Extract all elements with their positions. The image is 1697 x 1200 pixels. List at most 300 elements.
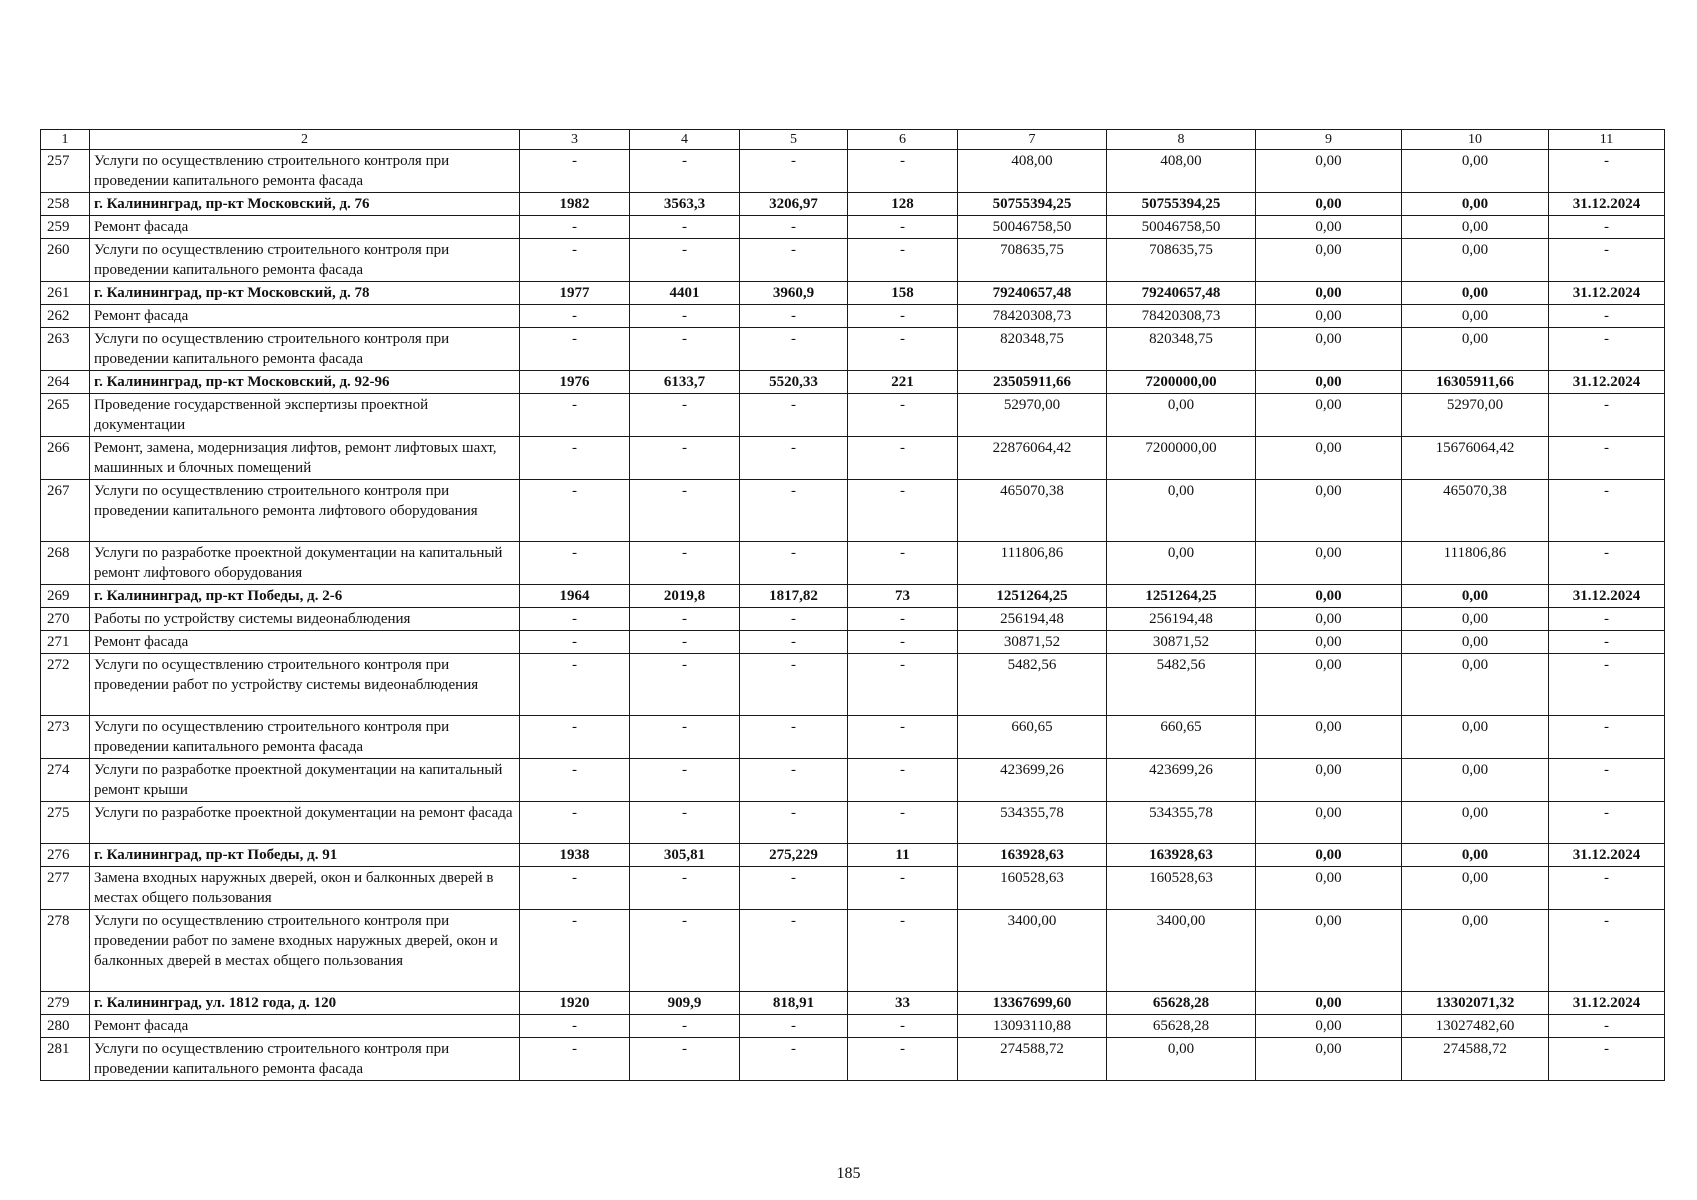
year-cell: - (520, 542, 630, 585)
cost-owners-cell: 0,00 (1402, 282, 1549, 305)
residents-cell: - (848, 328, 958, 371)
area-total-cell: - (630, 759, 740, 802)
header-cell: 5 (740, 130, 848, 150)
cost-total-cell: 22876064,42 (958, 437, 1107, 480)
area-total-cell: 4401 (630, 282, 740, 305)
description-cell: Ремонт фасада (90, 216, 520, 239)
cost-fund-cell: 160528,63 (1107, 867, 1256, 910)
cost-total-cell: 708635,75 (958, 239, 1107, 282)
year-cell: - (520, 1015, 630, 1038)
year-cell: - (520, 759, 630, 802)
year-cell: - (520, 1038, 630, 1081)
row-number-cell: 260 (41, 239, 90, 282)
description-cell: Ремонт, замена, модернизация лифтов, ремонт лифтовых шахт, машинных и блочных помещений (90, 437, 520, 480)
year-cell: - (520, 802, 630, 844)
cost-total-cell: 111806,86 (958, 542, 1107, 585)
cost-budget-cell: 0,00 (1256, 216, 1402, 239)
cost-fund-cell: 423699,26 (1107, 759, 1256, 802)
table-row (41, 1038, 1665, 1081)
row-number-cell: 272 (41, 654, 90, 716)
area-living-cell: - (740, 759, 848, 802)
area-total-cell: - (630, 480, 740, 542)
description-cell: Услуги по разработке проектной документации на капитальный ремонт крыши (90, 759, 520, 802)
description-cell: г. Калининград, пр-кт Московский, д. 92-96 (90, 371, 520, 394)
row-number-cell: 267 (41, 480, 90, 542)
cost-total-cell: 660,65 (958, 716, 1107, 759)
cost-fund-cell: 78420308,73 (1107, 305, 1256, 328)
cost-budget-cell: 0,00 (1256, 193, 1402, 216)
cost-budget-cell: 0,00 (1256, 150, 1402, 193)
cost-fund-cell: 408,00 (1107, 150, 1256, 193)
area-total-cell: 305,81 (630, 844, 740, 867)
cost-total-cell: 50046758,50 (958, 216, 1107, 239)
table-row (41, 239, 1665, 282)
cost-total-cell: 3400,00 (958, 910, 1107, 992)
header-cell: 8 (1107, 130, 1256, 150)
residents-cell: - (848, 910, 958, 992)
description-cell: Услуги по осуществлению строительного контроля при проведении капитального ремонта лифтового оборудования (90, 480, 520, 542)
cost-budget-cell: 0,00 (1256, 282, 1402, 305)
row-number-cell: 277 (41, 867, 90, 910)
description-cell: Услуги по осуществлению строительного контроля при проведении работ по устройству системы видеонаблюдения (90, 654, 520, 716)
cost-owners-cell: 0,00 (1402, 844, 1549, 867)
cost-fund-cell: 534355,78 (1107, 802, 1256, 844)
cost-fund-cell: 820348,75 (1107, 328, 1256, 371)
cost-fund-cell: 0,00 (1107, 394, 1256, 437)
cost-owners-cell: 0,00 (1402, 585, 1549, 608)
deadline-cell: - (1549, 216, 1665, 239)
row-number-cell: 265 (41, 394, 90, 437)
cost-owners-cell: 0,00 (1402, 910, 1549, 992)
area-living-cell: 1817,82 (740, 585, 848, 608)
cost-fund-cell: 163928,63 (1107, 844, 1256, 867)
cost-total-cell: 13367699,60 (958, 992, 1107, 1015)
data-table (40, 129, 1665, 1081)
cost-total-cell: 256194,48 (958, 608, 1107, 631)
area-living-cell: - (740, 608, 848, 631)
description-cell: Услуги по разработке проектной документации на капитальный ремонт лифтового оборудования (90, 542, 520, 585)
row-number-cell: 261 (41, 282, 90, 305)
year-cell: - (520, 216, 630, 239)
cost-fund-cell: 0,00 (1107, 1038, 1256, 1081)
residents-cell: - (848, 759, 958, 802)
residents-cell: - (848, 716, 958, 759)
residents-cell: - (848, 608, 958, 631)
deadline-cell: 31.12.2024 (1549, 585, 1665, 608)
table-row (41, 867, 1665, 910)
cost-budget-cell: 0,00 (1256, 802, 1402, 844)
table-row (41, 631, 1665, 654)
area-living-cell: - (740, 631, 848, 654)
header-cell: 2 (90, 130, 520, 150)
description-cell: Услуги по осуществлению строительного контроля при проведении работ по замене входных наружных дверей, окон и балконных дверей в местах общего пользования (90, 910, 520, 992)
cost-owners-cell: 0,00 (1402, 305, 1549, 328)
area-living-cell: 3206,97 (740, 193, 848, 216)
area-total-cell: - (630, 631, 740, 654)
description-cell: Ремонт фасада (90, 631, 520, 654)
description-cell: Ремонт фасада (90, 1015, 520, 1038)
area-total-cell: - (630, 150, 740, 193)
deadline-cell: 31.12.2024 (1549, 282, 1665, 305)
cost-total-cell: 465070,38 (958, 480, 1107, 542)
table-row (41, 608, 1665, 631)
cost-owners-cell: 13027482,60 (1402, 1015, 1549, 1038)
header-cell: 4 (630, 130, 740, 150)
document-page (40, 129, 1664, 1081)
area-total-cell: - (630, 542, 740, 585)
area-total-cell: - (630, 328, 740, 371)
area-total-cell: 909,9 (630, 992, 740, 1015)
table-row (41, 802, 1665, 844)
header-cell: 10 (1402, 130, 1549, 150)
cost-budget-cell: 0,00 (1256, 328, 1402, 371)
cost-total-cell: 52970,00 (958, 394, 1107, 437)
deadline-cell: - (1549, 542, 1665, 585)
cost-budget-cell: 0,00 (1256, 867, 1402, 910)
cost-budget-cell: 0,00 (1256, 542, 1402, 585)
area-total-cell: 6133,7 (630, 371, 740, 394)
table-body (41, 130, 1665, 1081)
cost-fund-cell: 65628,28 (1107, 992, 1256, 1015)
area-total-cell: - (630, 394, 740, 437)
cost-fund-cell: 256194,48 (1107, 608, 1256, 631)
description-cell: Услуги по осуществлению строительного контроля при проведении капитального ремонта фасада (90, 150, 520, 193)
year-cell: 1982 (520, 193, 630, 216)
cost-owners-cell: 0,00 (1402, 150, 1549, 193)
cost-owners-cell: 0,00 (1402, 716, 1549, 759)
year-cell: - (520, 437, 630, 480)
year-cell: - (520, 305, 630, 328)
cost-owners-cell: 0,00 (1402, 802, 1549, 844)
cost-fund-cell: 0,00 (1107, 542, 1256, 585)
residents-cell: 221 (848, 371, 958, 394)
area-living-cell: 818,91 (740, 992, 848, 1015)
year-cell: - (520, 608, 630, 631)
description-cell: г. Калининград, пр-кт Победы, д. 2-6 (90, 585, 520, 608)
deadline-cell: - (1549, 328, 1665, 371)
area-total-cell: - (630, 437, 740, 480)
row-number-cell: 275 (41, 802, 90, 844)
row-number-cell: 268 (41, 542, 90, 585)
row-number-cell: 263 (41, 328, 90, 371)
cost-owners-cell: 16305911,66 (1402, 371, 1549, 394)
table-row (41, 654, 1665, 716)
cost-fund-cell: 30871,52 (1107, 631, 1256, 654)
description-cell: Услуги по разработке проектной документации на ремонт фасада (90, 802, 520, 844)
residents-cell: - (848, 654, 958, 716)
row-number-cell: 266 (41, 437, 90, 480)
deadline-cell: - (1549, 654, 1665, 716)
residents-cell: - (848, 867, 958, 910)
residents-cell: - (848, 150, 958, 193)
cost-total-cell: 30871,52 (958, 631, 1107, 654)
area-living-cell: - (740, 328, 848, 371)
residents-cell: - (848, 216, 958, 239)
table-row (41, 910, 1665, 992)
cost-total-cell: 5482,56 (958, 654, 1107, 716)
year-cell: 1938 (520, 844, 630, 867)
year-cell: - (520, 631, 630, 654)
year-cell: - (520, 867, 630, 910)
deadline-cell: - (1549, 305, 1665, 328)
page-number: 185 (836, 1165, 861, 1182)
address-row (41, 585, 1665, 608)
row-number-cell: 257 (41, 150, 90, 193)
area-living-cell: - (740, 150, 848, 193)
cost-fund-cell: 660,65 (1107, 716, 1256, 759)
table-row (41, 542, 1665, 585)
residents-cell: - (848, 394, 958, 437)
cost-owners-cell: 0,00 (1402, 328, 1549, 371)
area-living-cell: - (740, 910, 848, 992)
deadline-cell: - (1549, 480, 1665, 542)
residents-cell: - (848, 305, 958, 328)
description-cell: Услуги по осуществлению строительного контроля при проведении капитального ремонта фасада (90, 1038, 520, 1081)
description-cell: Услуги по осуществлению строительного контроля при проведении капитального ремонта фасада (90, 716, 520, 759)
residents-cell: - (848, 542, 958, 585)
area-total-cell: - (630, 1015, 740, 1038)
row-number-cell: 279 (41, 992, 90, 1015)
deadline-cell: - (1549, 1038, 1665, 1081)
cost-fund-cell: 79240657,48 (1107, 282, 1256, 305)
cost-budget-cell: 0,00 (1256, 654, 1402, 716)
cost-budget-cell: 0,00 (1256, 394, 1402, 437)
cost-fund-cell: 7200000,00 (1107, 437, 1256, 480)
table-row (41, 480, 1665, 542)
description-cell: г. Калининград, пр-кт Московский, д. 76 (90, 193, 520, 216)
cost-fund-cell: 5482,56 (1107, 654, 1256, 716)
cost-total-cell: 23505911,66 (958, 371, 1107, 394)
table-row (41, 394, 1665, 437)
cost-budget-cell: 0,00 (1256, 1015, 1402, 1038)
area-total-cell: - (630, 654, 740, 716)
row-number-cell: 274 (41, 759, 90, 802)
area-total-cell: - (630, 608, 740, 631)
area-living-cell: - (740, 716, 848, 759)
cost-budget-cell: 0,00 (1256, 239, 1402, 282)
cost-budget-cell: 0,00 (1256, 844, 1402, 867)
cost-budget-cell: 0,00 (1256, 585, 1402, 608)
cost-budget-cell: 0,00 (1256, 992, 1402, 1015)
cost-total-cell: 274588,72 (958, 1038, 1107, 1081)
description-cell: г. Калининград, пр-кт Победы, д. 91 (90, 844, 520, 867)
year-cell: - (520, 239, 630, 282)
cost-fund-cell: 50046758,50 (1107, 216, 1256, 239)
description-cell: Замена входных наружных дверей, окон и балконных дверей в местах общего пользования (90, 867, 520, 910)
cost-owners-cell: 0,00 (1402, 216, 1549, 239)
deadline-cell: 31.12.2024 (1549, 193, 1665, 216)
cost-total-cell: 78420308,73 (958, 305, 1107, 328)
residents-cell: 11 (848, 844, 958, 867)
row-number-cell: 262 (41, 305, 90, 328)
year-cell: - (520, 716, 630, 759)
row-number-cell: 259 (41, 216, 90, 239)
residents-cell: 73 (848, 585, 958, 608)
residents-cell: 158 (848, 282, 958, 305)
cost-owners-cell: 52970,00 (1402, 394, 1549, 437)
cost-fund-cell: 1251264,25 (1107, 585, 1256, 608)
row-number-cell: 269 (41, 585, 90, 608)
description-cell: Услуги по осуществлению строительного контроля при проведении капитального ремонта фасада (90, 328, 520, 371)
deadline-cell: - (1549, 631, 1665, 654)
table-row (41, 1015, 1665, 1038)
header-cell: 11 (1549, 130, 1665, 150)
table-row (41, 328, 1665, 371)
area-total-cell: 2019,8 (630, 585, 740, 608)
year-cell: - (520, 394, 630, 437)
row-number-cell: 271 (41, 631, 90, 654)
deadline-cell: - (1549, 802, 1665, 844)
description-cell: Услуги по осуществлению строительного контроля при проведении капитального ремонта фасада (90, 239, 520, 282)
cost-total-cell: 13093110,88 (958, 1015, 1107, 1038)
residents-cell: - (848, 480, 958, 542)
area-living-cell: - (740, 305, 848, 328)
cost-owners-cell: 0,00 (1402, 867, 1549, 910)
residents-cell: - (848, 239, 958, 282)
cost-budget-cell: 0,00 (1256, 437, 1402, 480)
row-number-cell: 264 (41, 371, 90, 394)
cost-total-cell: 50755394,25 (958, 193, 1107, 216)
description-cell: г. Калининград, ул. 1812 года, д. 120 (90, 992, 520, 1015)
area-living-cell: - (740, 394, 848, 437)
cost-owners-cell: 0,00 (1402, 193, 1549, 216)
area-total-cell: - (630, 239, 740, 282)
area-living-cell: 3960,9 (740, 282, 848, 305)
year-cell: - (520, 480, 630, 542)
cost-total-cell: 79240657,48 (958, 282, 1107, 305)
cost-fund-cell: 50755394,25 (1107, 193, 1256, 216)
cost-fund-cell: 708635,75 (1107, 239, 1256, 282)
row-number-cell: 280 (41, 1015, 90, 1038)
cost-budget-cell: 0,00 (1256, 608, 1402, 631)
cost-owners-cell: 0,00 (1402, 654, 1549, 716)
cost-owners-cell: 0,00 (1402, 631, 1549, 654)
description-cell: Проведение государственной экспертизы проектной документации (90, 394, 520, 437)
residents-cell: 33 (848, 992, 958, 1015)
row-number-cell: 278 (41, 910, 90, 992)
cost-owners-cell: 274588,72 (1402, 1038, 1549, 1081)
deadline-cell: - (1549, 394, 1665, 437)
area-living-cell: - (740, 437, 848, 480)
area-living-cell: 5520,33 (740, 371, 848, 394)
residents-cell: 128 (848, 193, 958, 216)
year-cell: - (520, 654, 630, 716)
cost-fund-cell: 7200000,00 (1107, 371, 1256, 394)
address-row (41, 193, 1665, 216)
row-number-cell: 270 (41, 608, 90, 631)
cost-total-cell: 423699,26 (958, 759, 1107, 802)
address-row (41, 992, 1665, 1015)
cost-budget-cell: 0,00 (1256, 631, 1402, 654)
deadline-cell: - (1549, 1015, 1665, 1038)
row-number-cell: 281 (41, 1038, 90, 1081)
residents-cell: - (848, 437, 958, 480)
year-cell: - (520, 328, 630, 371)
cost-owners-cell: 111806,86 (1402, 542, 1549, 585)
deadline-cell: - (1549, 239, 1665, 282)
cost-budget-cell: 0,00 (1256, 759, 1402, 802)
area-living-cell: - (740, 239, 848, 282)
deadline-cell: 31.12.2024 (1549, 992, 1665, 1015)
year-cell: 1976 (520, 371, 630, 394)
cost-fund-cell: 65628,28 (1107, 1015, 1256, 1038)
deadline-cell: 31.12.2024 (1549, 371, 1665, 394)
deadline-cell: - (1549, 716, 1665, 759)
table-row (41, 437, 1665, 480)
area-living-cell: - (740, 1015, 848, 1038)
area-living-cell: - (740, 802, 848, 844)
cost-owners-cell: 0,00 (1402, 608, 1549, 631)
header-cell: 9 (1256, 130, 1402, 150)
table-row (41, 759, 1665, 802)
row-number-cell: 258 (41, 193, 90, 216)
area-living-cell: - (740, 542, 848, 585)
residents-cell: - (848, 802, 958, 844)
table-row (41, 716, 1665, 759)
year-cell: 1920 (520, 992, 630, 1015)
area-total-cell: - (630, 305, 740, 328)
cost-owners-cell: 15676064,42 (1402, 437, 1549, 480)
area-total-cell: - (630, 802, 740, 844)
deadline-cell: - (1549, 437, 1665, 480)
description-cell: Ремонт фасада (90, 305, 520, 328)
cost-budget-cell: 0,00 (1256, 480, 1402, 542)
cost-total-cell: 534355,78 (958, 802, 1107, 844)
area-living-cell: - (740, 480, 848, 542)
area-living-cell: - (740, 1038, 848, 1081)
deadline-cell: - (1549, 759, 1665, 802)
area-total-cell: - (630, 216, 740, 239)
table-row (41, 216, 1665, 239)
residents-cell: - (848, 631, 958, 654)
address-row (41, 282, 1665, 305)
deadline-cell: - (1549, 910, 1665, 992)
year-cell: - (520, 910, 630, 992)
address-row (41, 371, 1665, 394)
residents-cell: - (848, 1015, 958, 1038)
area-total-cell: - (630, 910, 740, 992)
row-number-cell: 273 (41, 716, 90, 759)
area-living-cell: - (740, 654, 848, 716)
cost-total-cell: 1251264,25 (958, 585, 1107, 608)
header-cell: 7 (958, 130, 1107, 150)
deadline-cell: - (1549, 608, 1665, 631)
cost-budget-cell: 0,00 (1256, 371, 1402, 394)
address-row (41, 844, 1665, 867)
header-cell: 6 (848, 130, 958, 150)
year-cell: 1977 (520, 282, 630, 305)
table-row (41, 150, 1665, 193)
year-cell: 1964 (520, 585, 630, 608)
header-cell: 1 (41, 130, 90, 150)
cost-budget-cell: 0,00 (1256, 910, 1402, 992)
cost-budget-cell: 0,00 (1256, 716, 1402, 759)
header-row (41, 130, 1665, 150)
area-living-cell: - (740, 867, 848, 910)
table-row (41, 305, 1665, 328)
cost-total-cell: 160528,63 (958, 867, 1107, 910)
area-total-cell: - (630, 1038, 740, 1081)
area-total-cell: 3563,3 (630, 193, 740, 216)
deadline-cell: 31.12.2024 (1549, 844, 1665, 867)
cost-owners-cell: 0,00 (1402, 239, 1549, 282)
residents-cell: - (848, 1038, 958, 1081)
description-cell: г. Калининград, пр-кт Московский, д. 78 (90, 282, 520, 305)
area-total-cell: - (630, 867, 740, 910)
cost-owners-cell: 465070,38 (1402, 480, 1549, 542)
cost-total-cell: 163928,63 (958, 844, 1107, 867)
area-total-cell: - (630, 716, 740, 759)
